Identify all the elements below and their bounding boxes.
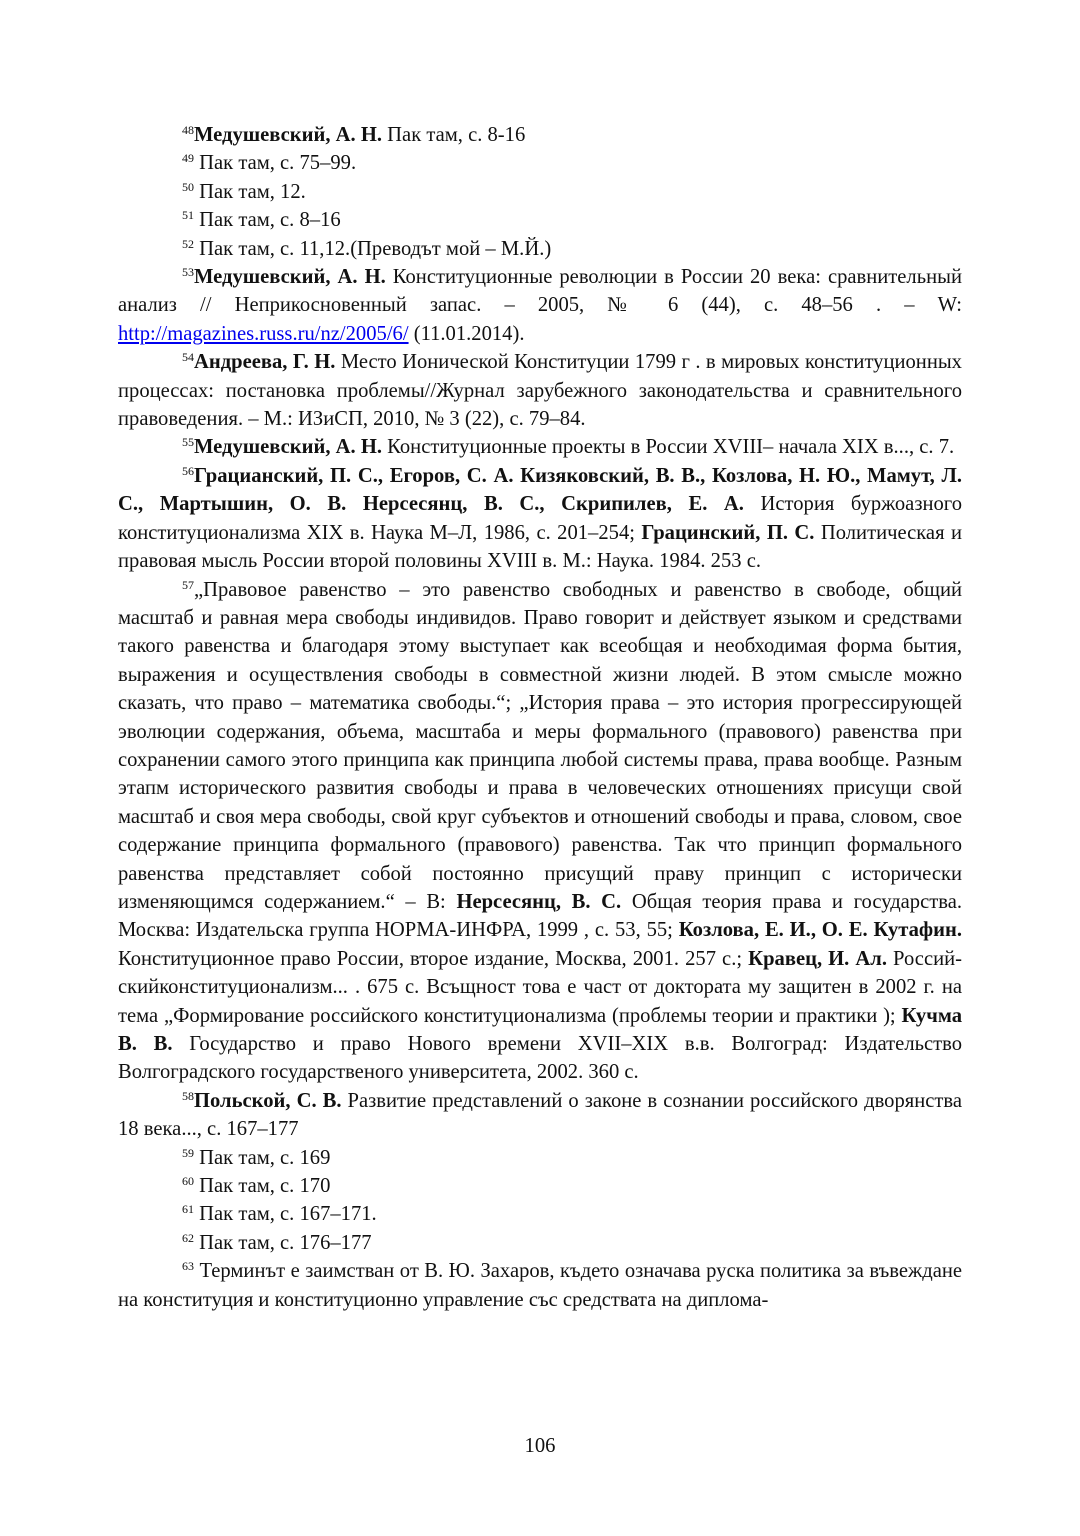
footnote-text: Пак там, с. 8–16 bbox=[194, 209, 341, 232]
footnote-text: Развитие представлений о законе в сознании российского дворянства 18 века..., с. 167–177 bbox=[118, 1089, 962, 1141]
footnote-number: 54 bbox=[182, 350, 194, 365]
footnote-text: Пак там, с. 169 bbox=[194, 1146, 331, 1169]
author-name: Медушевский, А. Н. bbox=[194, 436, 383, 459]
author-name: Кравец, И. Ал. bbox=[748, 947, 887, 970]
footnote-text: Пак там, с. 11,12.(Преводът мой – М.Й.) bbox=[194, 237, 552, 260]
author-name: Медушевский, А. Н. bbox=[194, 266, 386, 289]
footnote-62 bbox=[118, 1229, 962, 1257]
footnote-text: Общая теория права и государства. Москва: Издательска группа НОРМА-ИНФРА, 1999 , с. 53, 55; bbox=[118, 890, 962, 942]
author-name: Польской, С. В. bbox=[194, 1089, 342, 1112]
footnote-number: 52 bbox=[182, 236, 194, 251]
footnote-59 bbox=[118, 1144, 962, 1172]
author-name: Медушевский, А. Н. bbox=[194, 124, 383, 146]
author-name: Грацинский, П. С. bbox=[641, 521, 815, 544]
footnote-number: 51 bbox=[182, 208, 194, 223]
footnote-text: Терминът е заимстван от В. Ю. Захаров, където означава руска политика за въвеждане на конституция и конституционно управление със средствата на диплома- bbox=[118, 1260, 962, 1311]
footnote-50 bbox=[118, 178, 962, 206]
footnote-number: 58 bbox=[182, 1088, 194, 1103]
footnote-text: История буржоазного конституционализма XIX в. Наука М–Л, 1986, с. 201–254; bbox=[118, 493, 962, 544]
footnote-number: 59 bbox=[182, 1145, 194, 1160]
footnote-text: Пак там, с. 8-16 bbox=[382, 124, 526, 146]
footnotes-list bbox=[118, 121, 962, 1314]
footnote-number: 49 bbox=[182, 151, 194, 166]
footnote-number: 53 bbox=[182, 265, 194, 280]
author-name: Андреева, Г. Н. bbox=[194, 351, 336, 374]
footnote-number: 60 bbox=[182, 1174, 194, 1189]
footnote-text: Политическая и правовая мысль России второй половины XVIII в. М.: Наука. 1984. 253 с. bbox=[118, 521, 962, 573]
footnote-text: Место Ионической Конституции 1799 г . в мировых конституционных процессах: постановка проблемы//Журнал зарубежного законодательства и сравнительного правоведения. – М.: ИЗиСП, 2010, № 3 (22), с. 79–84. bbox=[118, 351, 962, 431]
footnote-text: Пак там, 12. bbox=[194, 180, 306, 203]
footnote-number: 57 bbox=[182, 577, 194, 592]
footnote-number: 48 bbox=[182, 123, 194, 137]
footnote-text: Конституционные революции в России 20 века: сравнительный анализ // Неприкосновенный запас. – 2005, № 6 (44), с. 48–56 . – W: bbox=[118, 266, 962, 317]
footnote-text: Пак там, с. 170 bbox=[194, 1175, 331, 1198]
footnote-51 bbox=[118, 206, 962, 234]
footnote-48 bbox=[118, 121, 962, 149]
footnote-number: 61 bbox=[182, 1202, 194, 1217]
footnote-53 bbox=[118, 263, 962, 348]
url-link[interactable]: http://magazines.russ.ru/nz/2005/6/ bbox=[118, 322, 409, 345]
author-name: Нерсесянц, В. С. bbox=[456, 890, 622, 913]
footnote-text: „Правовое равенство – это равенство свободных и равенство в свободе, общий масштаб и равная мера свободы индивидов. Право говорит и действует языком и средствами такого равенства и благодаря этому выступает как всеобщая и необходимая форма бытия, выражения и осуществления свободы в совместной жизни людей. В этом смысле можно сказать, что право – математика свободы.“; „История права – это история прогрессирующей эволюции содержания, объема, масштаба и меры формального (правового) равенства при сохранении самого этого принципа как принципа любой системы права, права вообще. Разным этапм исторического развития свободы и права в человеческих отношениях присущи свой масштаб и своя мера свободы, свой круг субъектов и отношений свободы и права, словом, свое содержание принципа формального (правового) равенства. Так что принцип формального равенства представляет собой постоянно присущий праву принцип с исторически изменяющимся содержанием.“ – В: bbox=[118, 578, 962, 913]
footnote-text: Пак там, с. 167–171. bbox=[194, 1203, 377, 1226]
footnote-52 bbox=[118, 235, 962, 263]
footnote-number: 56 bbox=[182, 463, 194, 478]
author-name: Козлова, Е. И., О. Е. Кутафин. bbox=[678, 919, 963, 942]
footnote-text: Государство и право Нового времени XVII–XIX в.в. Волгоград: Издательство Волгоградского государственого университета, 2002. 360 с. bbox=[118, 1033, 963, 1084]
footnote-55 bbox=[118, 433, 962, 461]
footnote-text: Конституционные проекты в России XVIII– начала XIX в..., с. 7. bbox=[382, 436, 955, 459]
footnote-60 bbox=[118, 1172, 962, 1200]
footnote-54 bbox=[118, 348, 962, 433]
footnote-63 bbox=[118, 1257, 962, 1314]
footnote-number: 50 bbox=[182, 179, 194, 194]
footnote-61 bbox=[118, 1200, 962, 1228]
footnote-56 bbox=[118, 462, 962, 576]
author-name: Грацианский, П. С., Егоров, С. А. Кизяковский, В. В., Козлова, Н. Ю., Мамут, Л. С., Мартышин, О. В. Нерсесянц, В. С., Скрипилев, Е. А. bbox=[118, 464, 962, 516]
footnote-49 bbox=[118, 149, 962, 177]
footnote-text: Российскийконституционализм... . 675 с. Всъщност това е част от доктората му защитен в 2002 г. на тема „Формирование российского конституционализма (проблемы теории и практики ); bbox=[118, 947, 962, 1027]
footnote-text: Пак там, с. 75–99. bbox=[194, 152, 357, 175]
footnote-text: Конституционное право России, второе издание, Москва, 2001. 257 с.; bbox=[118, 947, 749, 970]
footnote-number: 63 bbox=[182, 1259, 194, 1274]
footnote-number: 62 bbox=[182, 1230, 194, 1245]
footnote-text: (11.01.2014). bbox=[408, 322, 525, 345]
footnote-58 bbox=[118, 1087, 962, 1144]
author-name: Кучма В. В. bbox=[118, 1004, 962, 1055]
page-number: 106 bbox=[524, 1435, 556, 1457]
footnote-number: 55 bbox=[182, 435, 194, 450]
footnote-text: Пак там, с. 176–177 bbox=[194, 1231, 372, 1254]
footnote-57 bbox=[118, 576, 962, 1087]
